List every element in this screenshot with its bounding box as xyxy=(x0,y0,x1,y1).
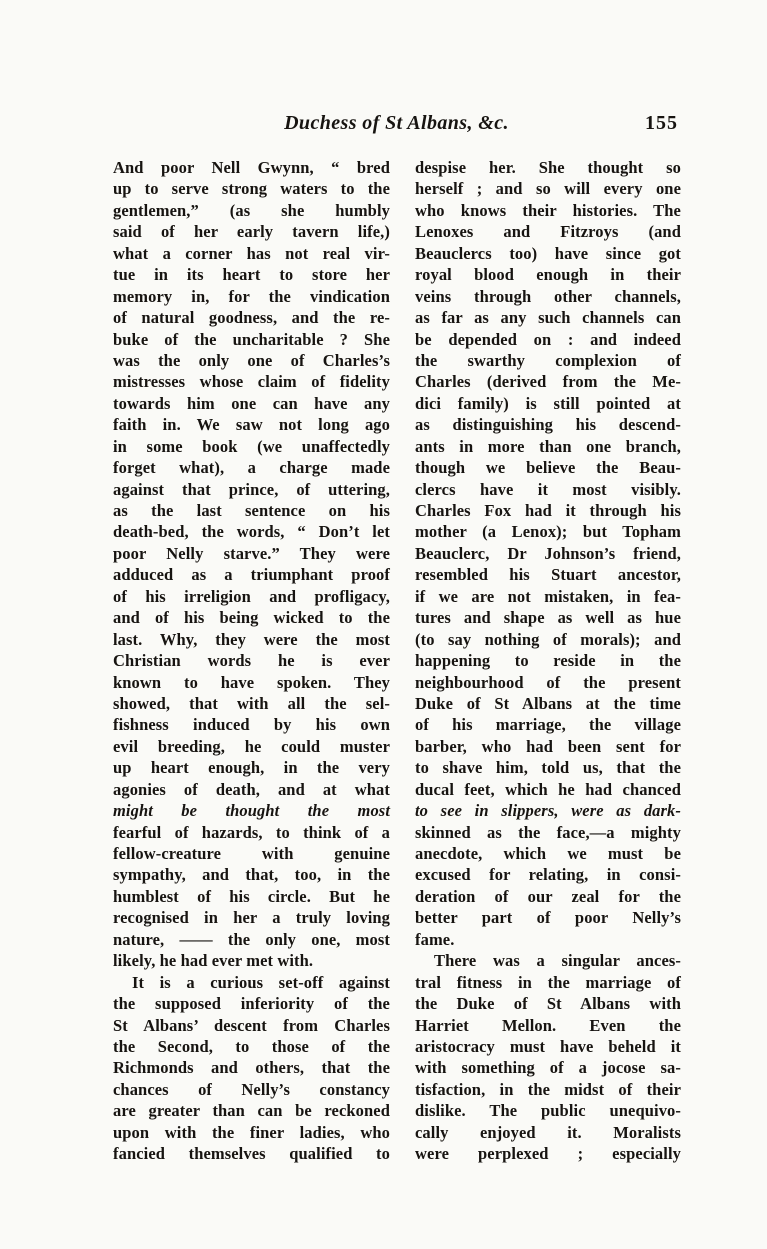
page-title: Duchess of St Albans, &c. xyxy=(284,112,509,134)
text-line: to see in slippers, were as dark- xyxy=(415,801,681,821)
text-line: as far as any such channels can xyxy=(415,308,681,328)
text-line: Duke of St Albans at the time xyxy=(415,693,681,713)
text-line: deration of our zeal for the xyxy=(415,886,681,906)
text-line: herself ; and so will every one xyxy=(415,179,681,199)
text-line: the Second, to those of the xyxy=(113,1036,390,1056)
text-line: ants in more than one branch, xyxy=(415,436,681,456)
text-line: likely, he had ever met with. xyxy=(113,951,314,971)
text-line: as distinguishing his descend- xyxy=(415,415,681,435)
text-line: veins through other channels, xyxy=(415,286,681,306)
text-line: towards him one can have any xyxy=(113,393,390,413)
text-line: if we are not mistaken, in fea- xyxy=(415,586,681,606)
text-line: Beauclerc, Dr Johnson’s friend, xyxy=(415,543,681,563)
text-line: buke of the uncharitable ? She xyxy=(113,329,390,349)
text-line: of natural goodness, and the re- xyxy=(113,308,390,328)
text-line: And poor Nell Gwynn, “ bred xyxy=(113,158,390,177)
text-line: happening to reside in the xyxy=(415,651,681,671)
text-line: barber, who had been sent for xyxy=(415,736,681,756)
text-line: as the last sentence on his xyxy=(113,501,390,520)
text-line: showed, that with all the sel- xyxy=(113,693,390,713)
text-line: dici family) is still pointed at xyxy=(415,393,681,413)
page-number: 155 xyxy=(645,112,678,134)
text-line: up heart enough, in the very xyxy=(113,758,390,778)
text-line: clercs have it most visibly. xyxy=(415,479,681,499)
text-line: the supposed inferiority of the xyxy=(113,994,390,1014)
text-line: better part of poor Nelly’s xyxy=(415,908,681,928)
text-line: It is a curious set-off against xyxy=(132,972,390,992)
text-line: fame. xyxy=(415,929,455,949)
text-line: upon with the finer ladies, who xyxy=(113,1122,390,1142)
text-line: gentlemen,” (as she humbly xyxy=(113,200,390,220)
text-line: up to serve strong waters to the xyxy=(113,179,390,199)
text-line: who knows their histories. The xyxy=(415,200,681,220)
text-line: cally enjoyed it. Moralists xyxy=(415,1122,681,1142)
text-line: Charles (derived from the Me- xyxy=(415,372,681,392)
text-line: last. Why, they were the most xyxy=(113,629,390,649)
text-line: was the only one of Charles’s xyxy=(113,350,390,370)
text-line: fishness induced by his own xyxy=(113,715,390,735)
text-line: excused for relating, in consi- xyxy=(415,865,681,885)
text-line: recognised in her a truly loving xyxy=(113,908,390,928)
text-line: fellow-creature with genuine xyxy=(113,844,390,863)
text-line: faith in. We saw not long ago xyxy=(113,415,390,435)
text-line: be depended on : and indeed xyxy=(415,329,681,349)
text-line: adduced as a triumphant proof xyxy=(113,565,390,585)
text-line: tue in its heart to store her xyxy=(113,265,390,285)
text-line: Lenoxes and Fitzroys (and xyxy=(415,222,681,242)
text-line: resembled his Stuart ancestor, xyxy=(415,565,681,585)
text-line: evil breeding, he could muster xyxy=(113,736,390,756)
text-line: St Albans’ descent from Charles xyxy=(113,1015,390,1035)
text-line: the Duke of St Albans with xyxy=(415,994,681,1014)
text-line: poor Nelly starve.” They were xyxy=(113,543,390,563)
text-line: despise her. She thought so xyxy=(415,158,681,177)
text-line: humblest of his circle. But he xyxy=(113,886,390,906)
text-line: tisfaction, in the midst of their xyxy=(415,1079,681,1099)
text-line: neighbourhood of the present xyxy=(415,672,681,692)
text-line: might be thought the most xyxy=(113,801,390,821)
text-line: nature, —— the only one, most xyxy=(113,929,390,949)
text-line: death-bed, the words, “ Don’t let xyxy=(113,522,390,542)
text-line: what a corner has not real vir- xyxy=(113,243,390,263)
text-line: (to say nothing of morals); and xyxy=(415,629,681,649)
text-line: known to have spoken. They xyxy=(113,672,390,692)
text-line: agonies of death, and at what xyxy=(113,779,390,799)
text-line: There was a singular ances- xyxy=(434,951,681,971)
text-line: with something of a jocose sa- xyxy=(415,1058,681,1078)
text-line: royal blood enough in their xyxy=(415,265,681,285)
text-line: are greater than can be reckoned xyxy=(113,1101,390,1121)
text-line: Christian words he is ever xyxy=(113,651,390,671)
text-line: sympathy, and that, too, in the xyxy=(113,865,390,885)
running-head xyxy=(113,112,680,142)
text-line: aristocracy must have beheld it xyxy=(415,1036,681,1056)
text-line: Charles Fox had it through his xyxy=(415,501,681,520)
text-line: Beauclercs too) have since got xyxy=(415,243,681,263)
text-line: Harriet Mellon. Even the xyxy=(415,1015,681,1035)
text-line: tral fitness in the marriage of xyxy=(415,972,681,992)
text-line: to shave him, told us, that the xyxy=(415,758,681,778)
left-text-column xyxy=(113,157,390,1165)
text-line: in some book (we unaffectedly xyxy=(113,436,390,456)
text-line: fancied themselves qualified to xyxy=(113,1144,390,1164)
text-line: ducal feet, which he had chanced xyxy=(415,779,681,799)
text-line: chances of Nelly’s constancy xyxy=(113,1079,390,1099)
text-line: mother (a Lenox); but Topham xyxy=(415,522,681,542)
text-line: said of her early tavern life,) xyxy=(113,222,390,242)
text-line: though we believe the Beau- xyxy=(415,458,681,478)
text-line: of his irreligion and profligacy, xyxy=(113,586,390,606)
right-text-column xyxy=(415,157,681,1165)
text-line: tures and shape as well as hue xyxy=(415,608,681,628)
text-line: forget what), a charge made xyxy=(113,458,390,478)
text-line: were perplexed ; especially xyxy=(415,1144,681,1164)
text-line: skinned as the face,—a mighty xyxy=(415,822,681,842)
text-line: dislike. The public unequivo- xyxy=(415,1101,681,1121)
text-line: against that prince, of uttering, xyxy=(113,479,390,499)
text-line: mistresses whose claim of fidelity xyxy=(113,372,390,392)
text-line: and of his being wicked to the xyxy=(113,608,390,628)
text-line: fearful of hazards, to think of a xyxy=(113,822,390,842)
text-line: the swarthy complexion of xyxy=(415,350,681,370)
text-line: of his marriage, the village xyxy=(415,715,681,735)
text-line: Richmonds and others, that the xyxy=(113,1058,390,1078)
text-line: memory in, for the vindication xyxy=(113,286,390,306)
text-line: anecdote, which we must be xyxy=(415,844,681,863)
